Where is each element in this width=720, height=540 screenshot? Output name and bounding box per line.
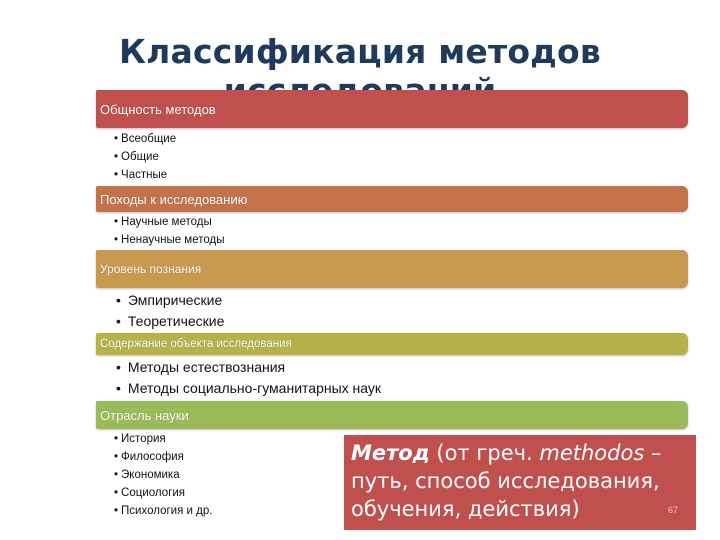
slide-title: Классификация методов (118, 32, 601, 71)
list-item: • Методы социально-гуманитарных наук (116, 378, 381, 399)
section-band-approaches (96, 186, 688, 212)
list-item: • Социология (114, 484, 212, 502)
list-item: • Общие (114, 148, 176, 166)
definition-term: Метод (351, 441, 430, 465)
section-heading: Содержание объекта исследования (100, 338, 292, 350)
list-item: • Психология и др. (114, 502, 212, 520)
section-band-generality (96, 90, 688, 128)
list-item: • Методы естествознания (116, 357, 381, 378)
list-item: • Частные (114, 166, 176, 184)
page-number: 67 (667, 505, 678, 515)
list-item: • История (114, 430, 212, 448)
section-heading: Походы к исследованию (100, 191, 248, 207)
section-heading: Общность методов (100, 101, 216, 117)
section-band-knowledge-level (96, 250, 688, 288)
definition-text: (от греч. (429, 441, 540, 465)
section-list-generality (114, 130, 176, 184)
section-list-approaches (114, 213, 224, 249)
list-item: • Научные методы (114, 213, 224, 231)
section-list-science-branch (114, 430, 212, 520)
section-heading: Отрасль науки (100, 407, 189, 423)
section-band-science-branch (96, 401, 688, 429)
section-list-knowledge-level (116, 290, 224, 332)
list-item: • Ненаучные методы (114, 231, 224, 249)
section-heading: Уровень познания (100, 262, 202, 276)
list-item: • Экономика (114, 466, 212, 484)
definition-text: – путь, способ исследования, обучения, действия) (351, 441, 662, 521)
section-list-object-content (116, 357, 381, 399)
list-item: • Философия (114, 448, 212, 466)
section-band-object-content (96, 333, 688, 355)
definition-greek-word: methodos (539, 441, 645, 465)
list-item: • Всеобщие (114, 130, 176, 148)
list-item: • Теоретические (116, 311, 224, 332)
definition-callout (344, 435, 696, 530)
list-item: • Эмпирические (116, 290, 224, 311)
